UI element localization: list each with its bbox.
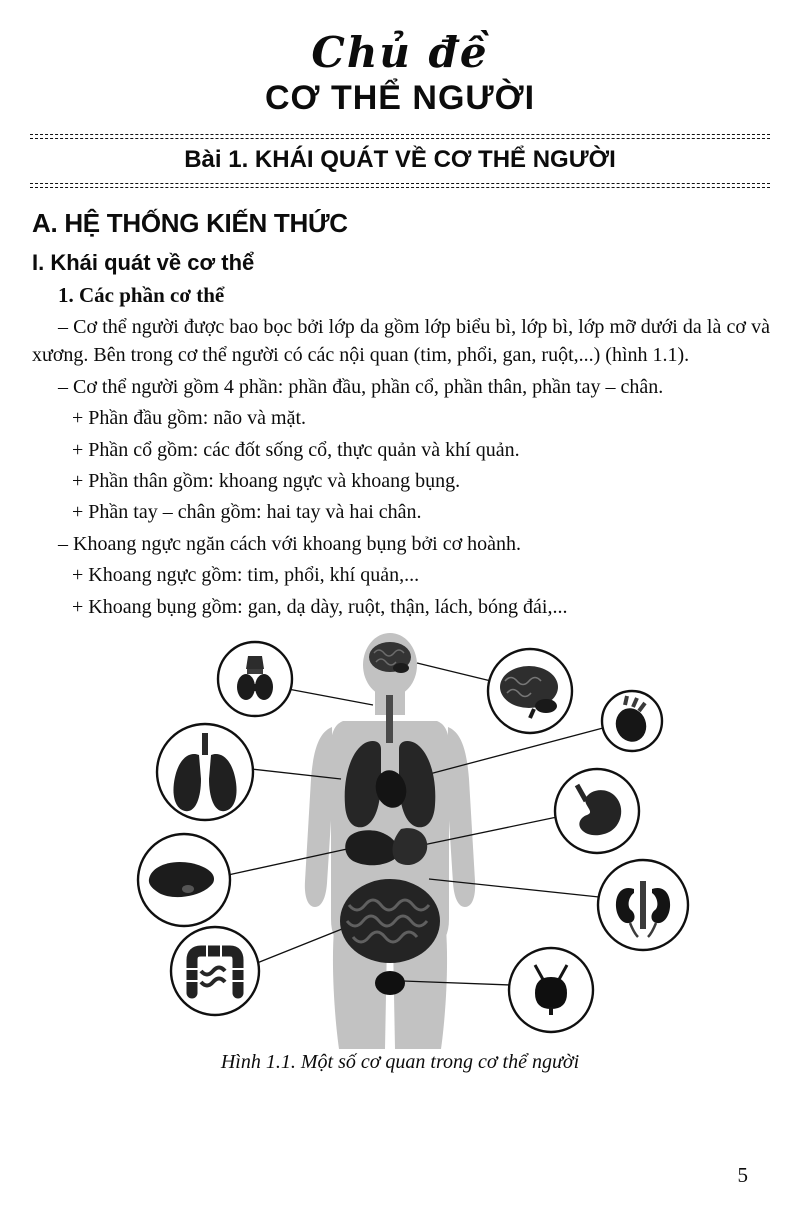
content-line: – Khoang ngực ngăn cách với khoang bụng bởi cơ hoành. xyxy=(58,532,522,555)
content-line: + Phần đầu gồm: não và mặt. xyxy=(72,407,307,430)
stomach-callout xyxy=(555,769,639,853)
section-a-title: A. HỆ THỐNG KIẾN THỨC xyxy=(32,208,348,238)
content-line: + Phần tay – chân gồm: hai tay và hai chân. xyxy=(72,501,422,524)
content-line: + Phần cổ gồm: các đốt sống cổ, thực quản và khí quản. xyxy=(72,438,520,461)
figure-caption: Hình 1.1. Một số cơ quan trong cơ thể người xyxy=(220,1050,580,1073)
lungs-callout xyxy=(157,724,253,820)
intestines-body-icon xyxy=(340,879,440,963)
content-line: + Phần thân gồm: khoang ngực và khoang bụng. xyxy=(72,469,461,492)
topic-label: Chủ đề xyxy=(311,28,489,77)
content-list xyxy=(32,313,770,621)
bladder-body-icon xyxy=(375,971,405,995)
brain-callout xyxy=(488,649,572,733)
page xyxy=(0,28,800,1228)
content-line: + Khoang ngực gồm: tim, phổi, khí quản,... xyxy=(72,564,420,587)
lesson-title: Bài 1. KHÁI QUÁT VỀ CƠ THỂ NGƯỜI xyxy=(184,146,616,173)
subsection-1-title: 1. Các phần cơ thể xyxy=(58,283,225,307)
figure xyxy=(80,629,720,1049)
lesson-heading-box xyxy=(30,134,770,188)
content-line: – Cơ thể người được bao bọc bởi lớp da gồm lớp biểu bì, lớp bì, lớp mỡ dưới da là cơ và xương. Bên trong cơ thể người có các nội quan (tim, phổi, gan, ruột,...) (hình 1.1). xyxy=(32,316,770,367)
thyroid-callout xyxy=(218,642,292,716)
heart-callout xyxy=(602,691,662,751)
section-i-title: I. Khái quát về cơ thể xyxy=(32,250,255,275)
topic-title: CƠ THỂ NGƯỜI xyxy=(264,79,536,117)
bladder-callout xyxy=(509,948,593,1032)
liver-callout xyxy=(138,834,230,926)
figure-illustration xyxy=(82,629,718,1049)
content-line: – Cơ thể người gồm 4 phần: phần đầu, phần cổ, phần thân, phần tay – chân. xyxy=(58,375,664,398)
trachea-icon xyxy=(386,695,393,743)
intestine-callout xyxy=(171,927,259,1015)
content-line: + Khoang bụng gồm: gan, dạ dày, ruột, thận, lách, bóng đái,... xyxy=(72,595,568,618)
page-number: 5 xyxy=(737,1163,748,1187)
kidneys-callout xyxy=(598,860,688,950)
